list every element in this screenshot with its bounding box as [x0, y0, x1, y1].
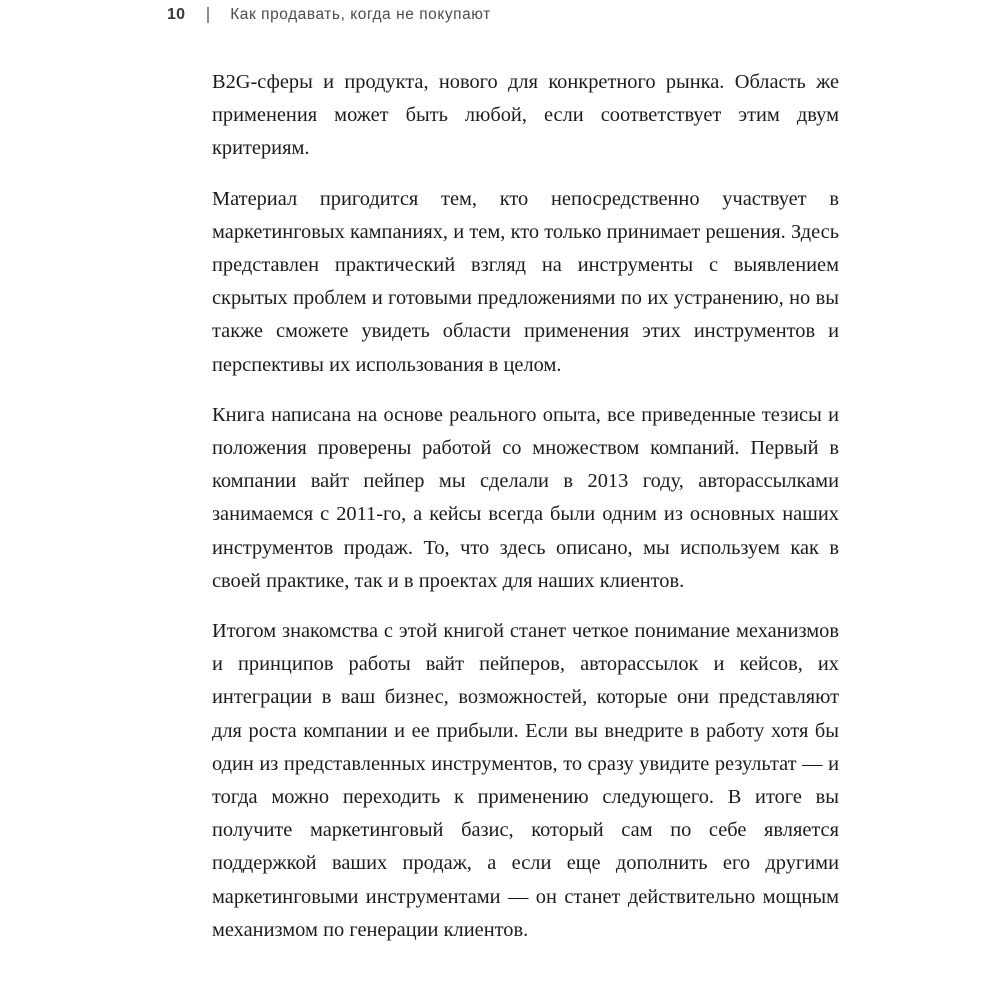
paragraph: Итогом знакомства с этой книгой станет четкое понимание механизмов и принципов работы вайт пейперов, авторассылок и кейсов, их интеграции в ваш бизнес, возможностей, которые они представляют для роста компании и ее прибыли. Если вы внедрите в работу хотя бы один из представленных инструментов, то сразу увидите результат — и тогда можно переходить к применению следующего. В итоге вы получите маркетинговый базис, который сам по себе является поддержкой ваших продаж, а если еще дополнить его другими маркетинговыми инструментами — он станет действительно мощным механизмом по генерации клиентов. [212, 620, 839, 941]
running-header [167, 2, 491, 28]
paragraph: Материал пригодится тем, кто непосредственно участвует в маркетинговых кампаниях, и тем, кто только принимает решения. Здесь представлен практический взгляд на инструменты с выявлением скрытых проблем и готовыми предложениями по их устранению, но вы также сможете увидеть области применения этих инструментов и перспективы их использования в целом. [212, 187, 839, 376]
header-separator-rule [207, 7, 209, 23]
paragraph: B2G-сферы и продукта, нового для конкретного рынка. Область же применения может быть любой, если соответствует этим двум критериям. [212, 71, 839, 160]
paragraph: Книга написана на основе реального опыта, все приведенные тезисы и положения проверены работой со множеством компаний. Первый в компании вайт пейпер мы сделали в 2013 году, авторассылками занимаемся с 2011-го, а кейсы всегда были одним из основных наших инструментов продаж. То, что здесь описано, мы используем как в своей практике, так и в проектах для наших клиентов. [212, 403, 839, 592]
book-title: Как продавать, когда не покупают [230, 6, 491, 24]
body-text-column [212, 66, 839, 947]
page-number: 10 [167, 6, 186, 23]
